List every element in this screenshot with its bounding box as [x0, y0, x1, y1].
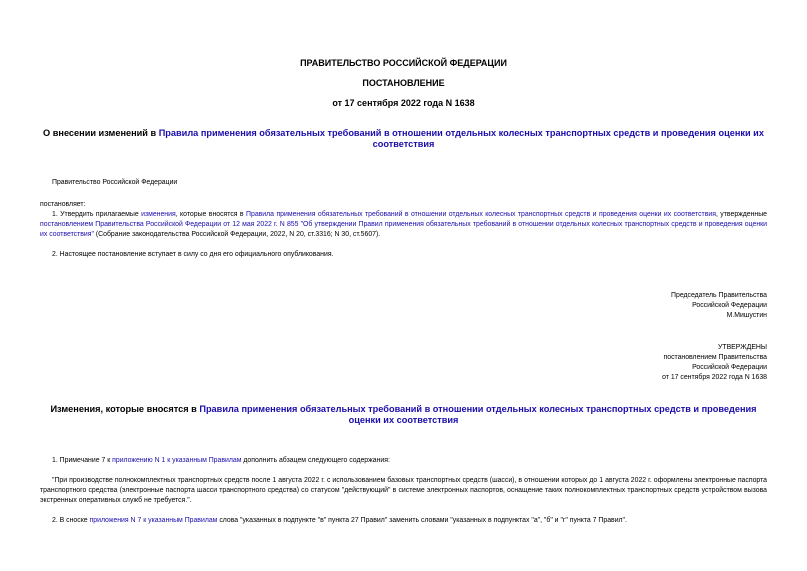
- title-prefix: О внесении изменений в: [43, 128, 159, 138]
- p1-text-a: 1. Утвердить прилагаемые: [52, 211, 142, 218]
- date-number-heading: от 17 сентября 2022 года N 1638: [332, 98, 475, 108]
- p1-text-b: , которые вносятся в: [175, 211, 247, 218]
- title-rules-link[interactable]: Правила применения обязательных требований в отношении отдельных колесных транспортных средств и проведения оценки их соответствия: [158, 128, 764, 149]
- signature-block: [507, 291, 767, 321]
- changes-title-prefix: Изменения, которые вносятся в: [50, 404, 200, 414]
- signature-line-3: М.Мишустин: [726, 312, 767, 319]
- c1-text-a: 1. Примечание 7 к: [52, 457, 113, 464]
- approved-line-3: Российской Федерации: [692, 364, 767, 371]
- document-title: [40, 128, 767, 150]
- government-heading: ПРАВИТЕЛЬСТВО РОССИЙСКОЙ ФЕДЕРАЦИИ: [300, 58, 507, 68]
- approved-line-4: от 17 сентября 2022 года N 1638: [662, 374, 767, 381]
- approved-line-1: УТВЕРЖДЕНЫ: [718, 344, 767, 351]
- approved-line-2: постановлением Правительства: [663, 354, 767, 361]
- change-2: [52, 516, 627, 526]
- change-1: [52, 456, 390, 466]
- changes-title: [40, 404, 767, 426]
- c2-text-a: 2. В сноске: [52, 517, 90, 524]
- paragraph-2: 2. Настоящее постановление вступает в силу со дня его официального опубликования.: [52, 251, 334, 258]
- appendix-1-link[interactable]: приложению N 1 к указанным Правилам: [112, 457, 242, 464]
- changes-title-rules-link[interactable]: Правила применения обязательных требований в отношении отдельных колесных транспортных средств и проведения оценки их соответствия: [199, 404, 757, 425]
- signature-line-2: Российской Федерации: [692, 302, 767, 309]
- approved-block: [507, 343, 767, 383]
- government-rf-text: Правительство Российской Федерации: [52, 179, 178, 186]
- resolution-855-link[interactable]: постановлением Правительства Российской Федерации от 12 мая 2022 г. N 855 "Об утверждении Правил применения обязательных требований в отношении отдельных колесных транспортных средств и проведения оценки их соответствия": [40, 221, 767, 238]
- p1-text-c: , утвержденные: [715, 211, 768, 218]
- c2-text-b: слова "указанных в подпункте "в" пункта 27 Правил" заменить словами "указанных в подпунктах "а", "б" и "г" пункта 7 Правил".: [217, 517, 627, 524]
- change-1-quote: "При производстве полнокомплектных транспортных средств после 1 августа 2022 г. с использованием базовых транспортных средств (шасси), в отношении которых до 1 августа 2022 г. оформлены электронные паспорта транспортного средства (электронные паспорта шасси транспортного средства) со статусом "действующий" в системе электронных паспортов, оснащение таких полнокомплектных транспортных средств устройством вызова экстренных оперативных служб не требуется.".: [40, 477, 767, 504]
- c1-text-b: дополнить абзацем следующего содержания:: [241, 457, 390, 464]
- decides-text: постановляет:: [40, 201, 86, 208]
- paragraph-1: [40, 210, 767, 240]
- changes-link[interactable]: изменения: [141, 211, 176, 218]
- signature-line-1: Председатель Правительства: [671, 292, 767, 299]
- appendix-7-link[interactable]: приложения N 7 к указанным Правилам: [89, 517, 218, 524]
- p1-text-d: (Собрание законодательства Российской Федерации, 2022, N 20, ст.3316; N 30, ст.5607).: [93, 231, 381, 238]
- doc-type-heading: ПОСТАНОВЛЕНИЕ: [362, 78, 445, 88]
- rules-link[interactable]: Правила применения обязательных требований в отношении отдельных колесных транспортных средств и проведения оценки их соответствия: [246, 211, 716, 218]
